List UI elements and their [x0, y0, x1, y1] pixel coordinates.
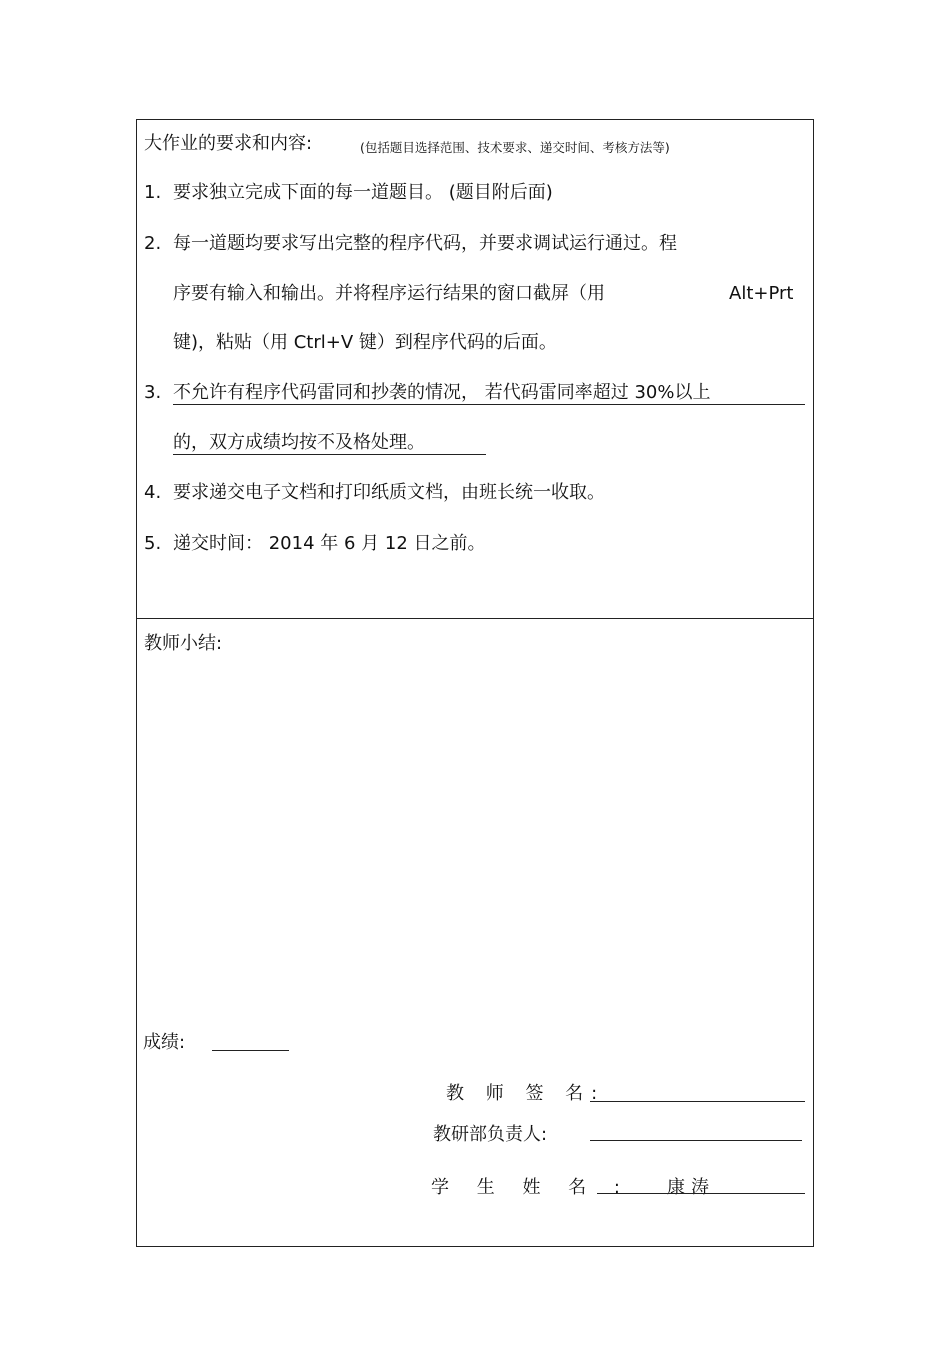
student-name-field[interactable]: [597, 1193, 805, 1194]
item-3-underline-2: [173, 454, 486, 455]
requirements-heading-note: (包括题目选择范围、技术要求、递交时间、考核方法等): [360, 140, 670, 155]
item-2-text-line-3: 键)，粘贴（用 Ctrl+V 键）到程序代码的后面。: [173, 332, 557, 353]
dept-head-signature-field[interactable]: [590, 1140, 802, 1141]
teacher-signature-label: 教 师 签 名:: [446, 1083, 606, 1104]
item-1-number: 1.: [144, 182, 162, 203]
item-2-number: 2.: [144, 233, 162, 254]
student-name-value: 康涛: [667, 1177, 715, 1198]
item-3-text-line-1: 不允许有程序代码雷同和抄袭的情况， 若代码雷同率超过 30%以上: [173, 382, 711, 403]
requirements-heading: 大作业的要求和内容:: [144, 133, 313, 154]
item-3-underline-1: [173, 404, 805, 405]
grade-field[interactable]: [212, 1050, 289, 1051]
grade-label: 成绩:: [143, 1032, 186, 1053]
item-5-text: 递交时间： 2014 年 6 月 12 日之前。: [173, 533, 486, 554]
item-2-text-line-2: 序要有输入和输出。并将程序运行结果的窗口截屏（用: [173, 283, 605, 304]
student-name-label: 学 生 姓 名 :: [431, 1177, 631, 1198]
teacher-signature-field[interactable]: [590, 1101, 805, 1102]
item-2-text-line-2-key: Alt+Prt: [729, 283, 794, 304]
item-5-number: 5.: [144, 533, 162, 554]
teacher-summary-section: [136, 618, 814, 1247]
item-1-text: 要求独立完成下面的每一道题目。 (题目附后面): [173, 182, 553, 203]
dept-head-label: 教研部负责人:: [433, 1124, 548, 1145]
teacher-summary-heading: 教师小结:: [144, 633, 223, 654]
item-2-text-line-1: 每一道题均要求写出完整的程序代码，并要求调试运行通过。程: [173, 233, 677, 254]
item-4-text: 要求递交电子文档和打印纸质文档，由班长统一收取。: [173, 482, 605, 503]
item-3-text-line-2: 的，双方成绩均按不及格处理。: [173, 432, 425, 453]
item-3-number: 3.: [144, 382, 162, 403]
item-4-number: 4.: [144, 482, 162, 503]
